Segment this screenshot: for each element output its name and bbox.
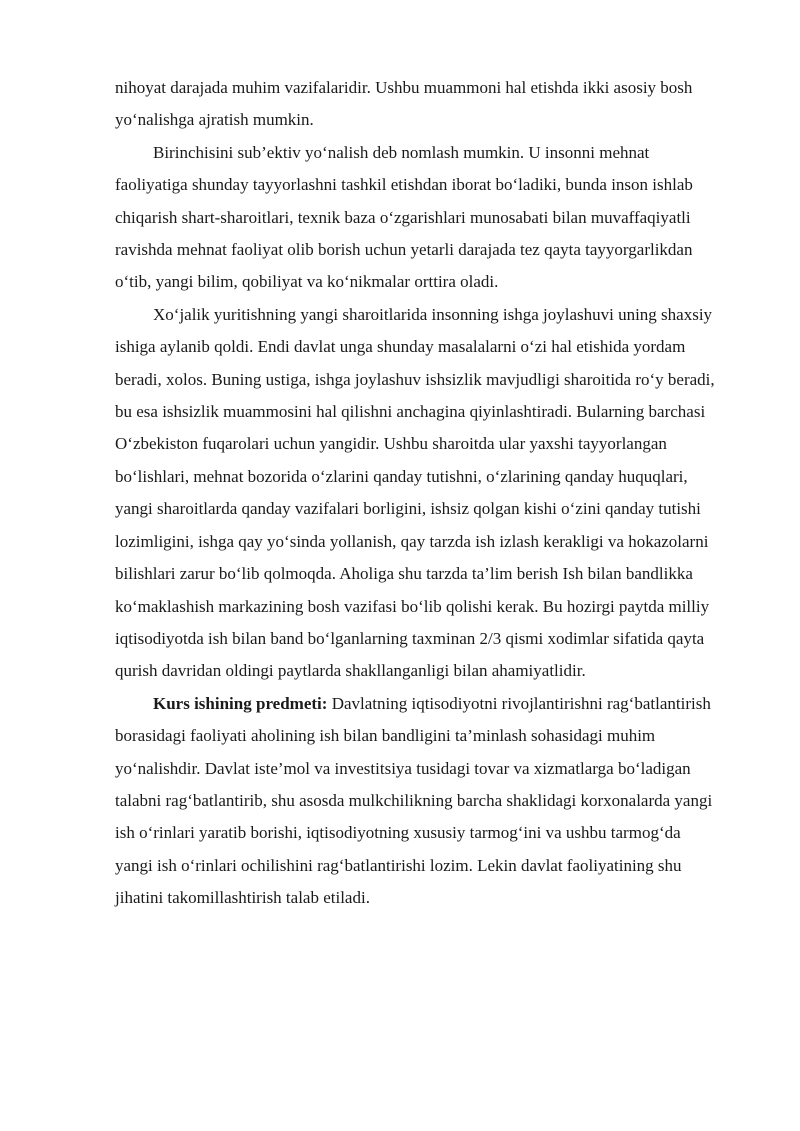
paragraph-employment-conditions — [115, 299, 720, 688]
paragraph-text: nihoyat darajada muhim vazifalaridir. Ushbu muammoni hal etishda ikki asosiy bosh yo‘nalishga ajratish mumkin. — [115, 78, 693, 130]
paragraph-text: Xo‘jalik yuritishning yangi sharoitlarida insonning ishga joylashuvi uning shaxsiy ishiga aylanib qoldi. Endi davlat unga shunday masalalarni o‘zi hal etishida yordam beradi, xolos. Buning ustiga, ishga joylashuv ishsizlik mavjudligi sharoitida ro‘y beradi, bu esa ishsizlik muammosini hal qilishni anchagina qiyinlashtiradi. Bularning barchasi O‘zbekiston fuqarolari uchun yangidir. Ushbu sharoitda ular yaxshi tayyorlangan bo‘lishlari, mehnat bozorida o‘zlarini qanday tutishni, o‘zlarining qanday huquqlari, yangi sharoitlarda qanday vazifalari borligini, ishsiz qolgan kishi o‘zini qanday tutishi lozimligini, ishga qay yo‘sinda yollanish, qay tarzda ish izlash kerakligi va hokazolarni bilishlari zarur bo‘lib qolmoqda. Aholiga shu tarzda ta’lim berish Ish bilan bandlikka ko‘maklashish markazining bosh vazifasi bo‘lib qolishi kerak. Bu hozirgi paytda milliy iqtisodiyotda ish bilan band bo‘lganlarning taxminan 2/3 qismi xodimlar sifatida qayta qurish davridan oldingi paytlarda shakllanganligi bilan ahamiyatlidir. — [115, 304, 715, 681]
paragraph-text: Birinchisini sub’ektiv yo‘nalish deb nomlash mumkin. U insonni mehnat faoliyatiga shunday tayyorlashni tashkil etishdan iborat bo‘ladiki, bunda inson ishlab chiqarish shart-sharoitlari, texnik baza o‘zgarishlari munosabati bilan muvaffaqiyatli ravishda mehnat faoliyat olib borish uchun yetarli darajada tez qayta tayyorgarlikdan o‘tib, yangi bilim, qobiliyat va ko‘nikmalar orttira oladi. — [115, 142, 693, 292]
paragraph-lead-heading: Kurs ishining predmeti: — [153, 693, 328, 713]
document-body — [115, 72, 720, 915]
paragraph-course-subject — [115, 688, 720, 915]
paragraph-continuation — [115, 72, 720, 137]
paragraph-subjective-direction — [115, 137, 720, 299]
paragraph-text: Davlatning iqtisodiyotni rivojlantirishni rag‘batlantirish borasidagi faoliyati aholining ish bilan bandligini ta’minlash sohasidagi muhim yo‘nalishdir. Davlat iste’mol va investitsiya tusidagi tovar va xizmatlarga bo‘ladigan talabni rag‘batlantirib, shu asosda mulkchilikning barcha shaklidagi korxonalarda yangi ish o‘rinlari yaratib borishi, iqtisodiyotning xususiy tarmog‘ini va ushbu tarmog‘da yangi ish o‘rinlari ochilishini rag‘batlantirishi lozim. Lekin davlat faoliyatining shu jihatini takomillashtirish talab etiladi. — [115, 693, 713, 908]
